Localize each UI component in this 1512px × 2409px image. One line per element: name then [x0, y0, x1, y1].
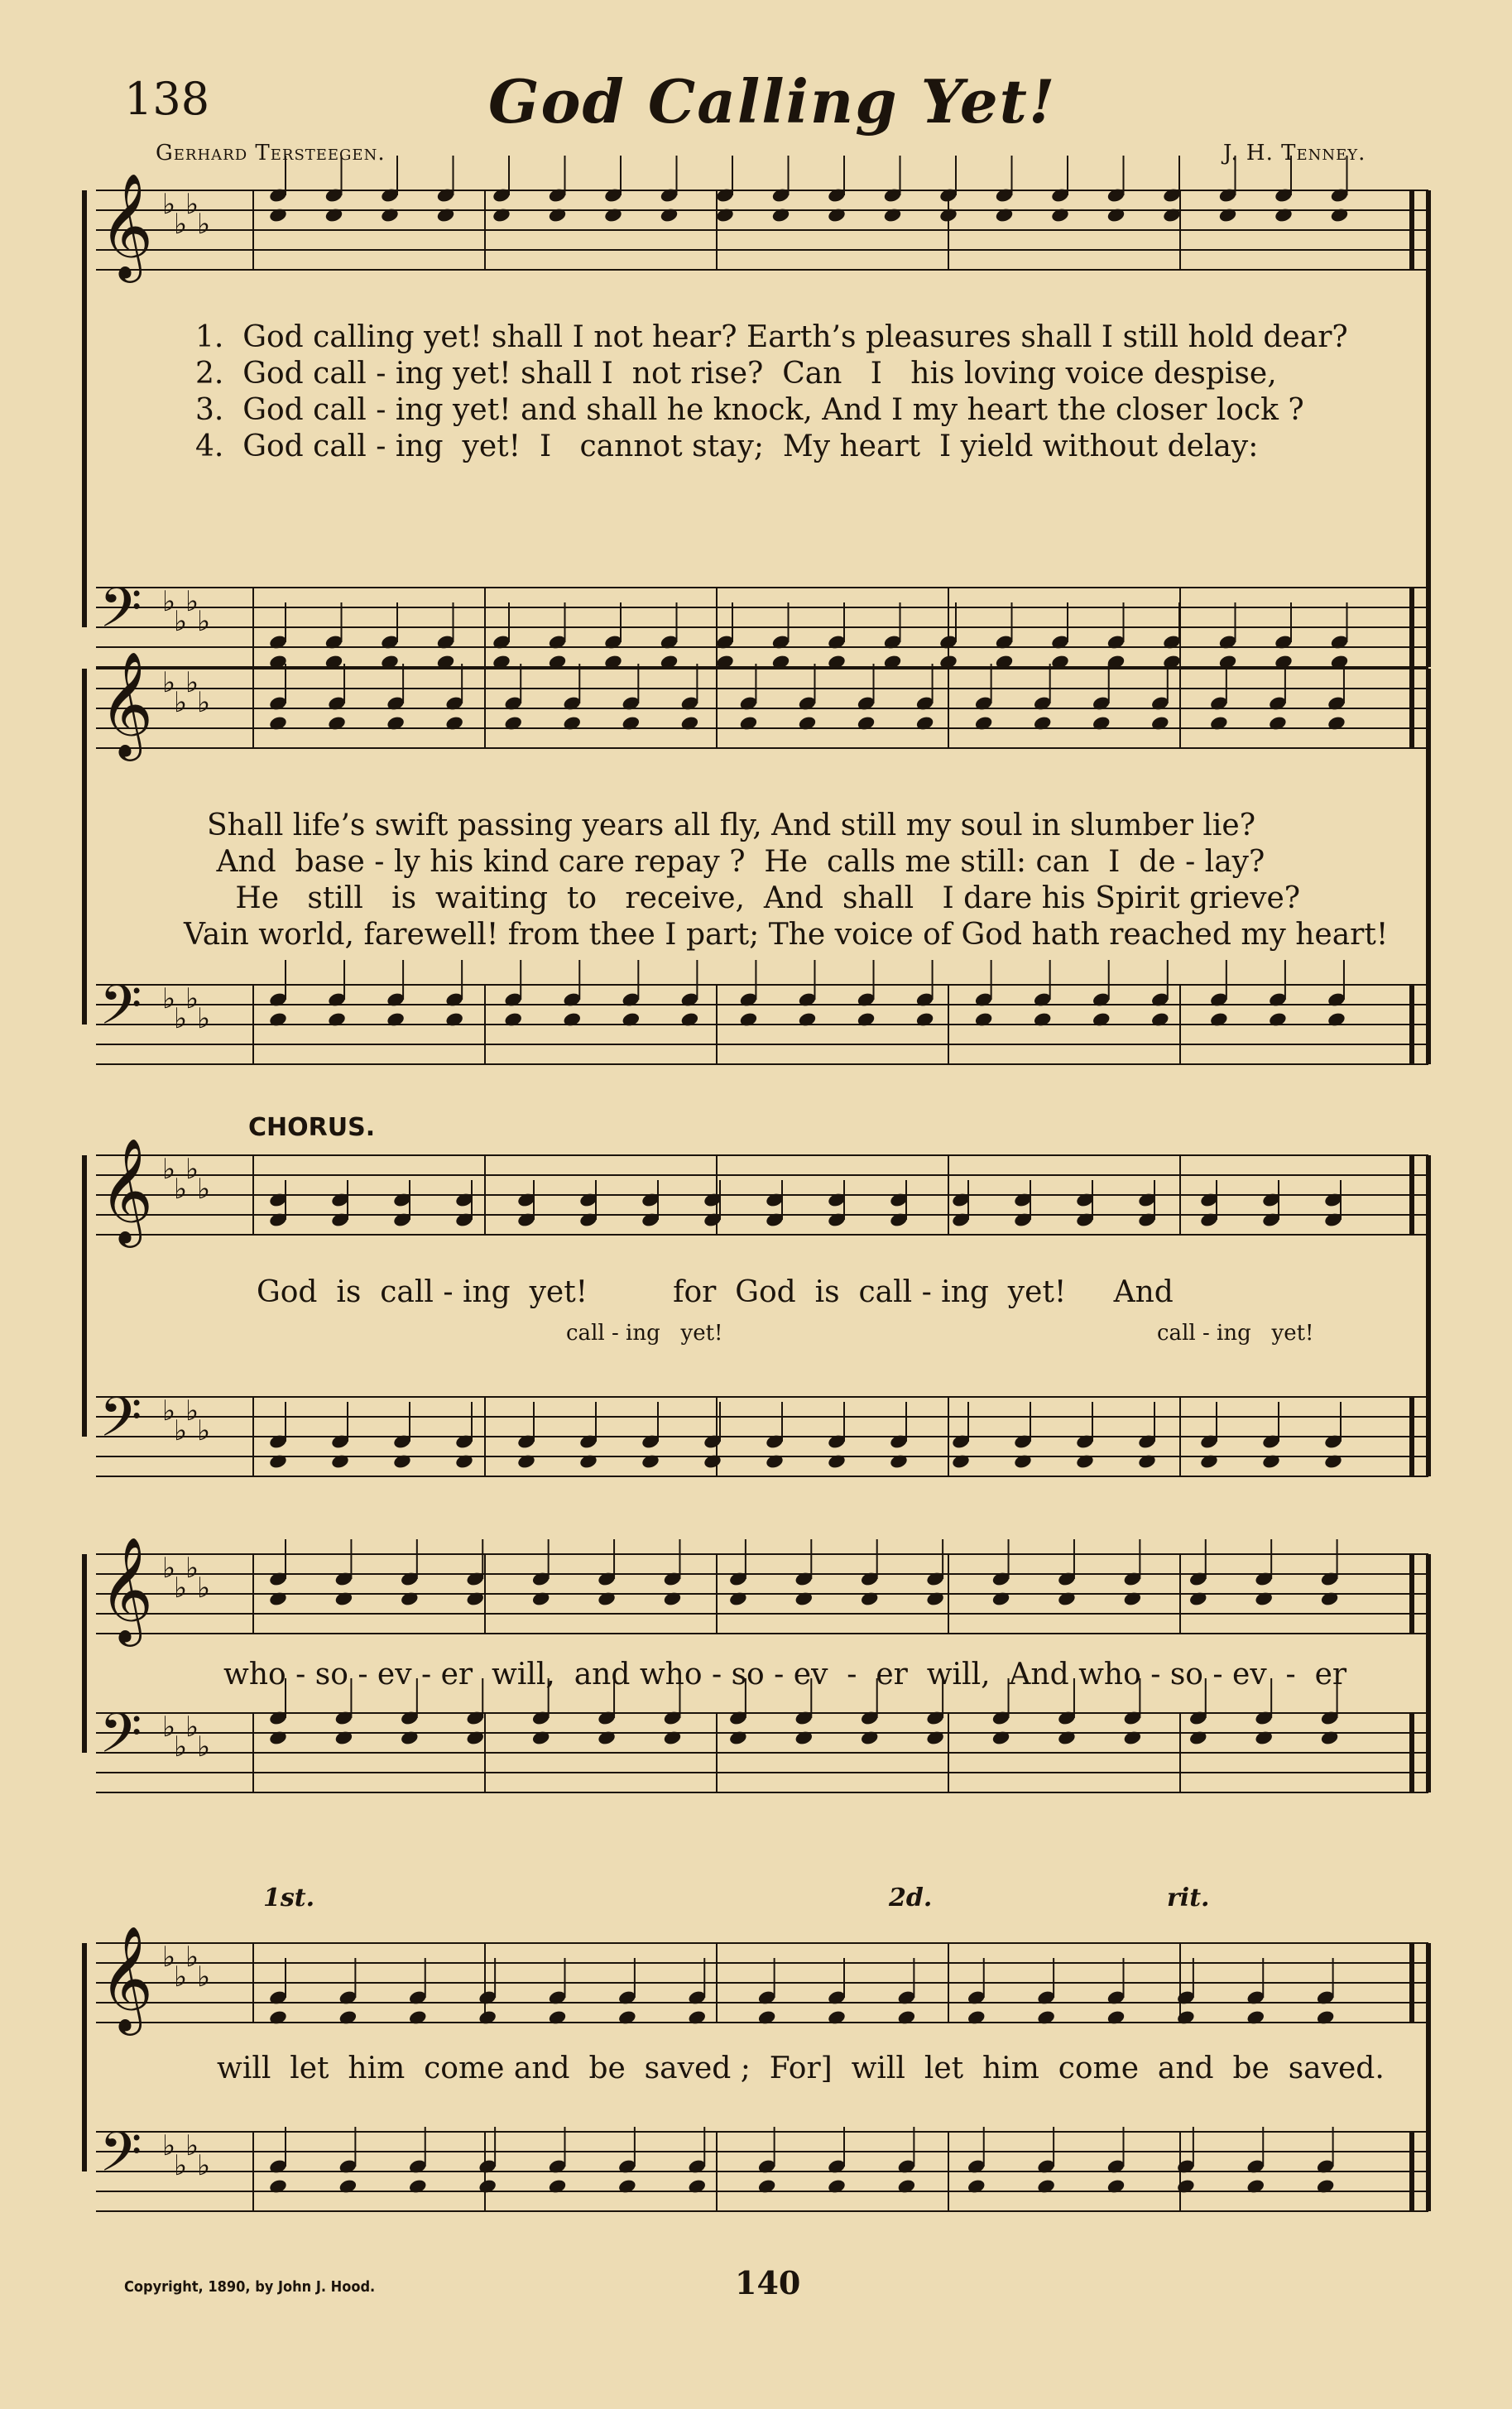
- flat-sign-icon: ♭: [197, 1414, 211, 1447]
- hymn-number: 138: [124, 73, 210, 125]
- stanza-line-3a: 3. God call - ing yet! and shall he knock, And I my heart the closer lock ?: [195, 393, 1304, 427]
- flat-sign-icon: ♭: [185, 1941, 199, 1974]
- flat-sign-icon: ♭: [197, 605, 211, 638]
- flat-sign-icon: ♭: [185, 1552, 199, 1585]
- flat-sign-icon: ♭: [162, 666, 176, 699]
- flat-sign-icon: ♭: [185, 1394, 199, 1428]
- flat-sign-icon: ♭: [162, 1711, 176, 1744]
- flat-sign-icon: ♭: [174, 2149, 188, 2182]
- flat-sign-icon: ♭: [197, 1730, 211, 1764]
- flat-sign-icon: ♭: [162, 1153, 176, 1186]
- treble-clef-icon: 𝄞: [99, 172, 154, 278]
- flat-sign-icon: ♭: [197, 1572, 211, 1605]
- bass-clef-icon: 𝄢: [99, 2120, 142, 2197]
- page-number: 140: [735, 2264, 801, 2301]
- ritardando-mark: rit.: [1167, 1884, 1210, 1912]
- flat-sign-icon: ♭: [162, 1552, 176, 1585]
- treble-clef-icon: 𝄞: [99, 1137, 154, 1243]
- flat-sign-icon: ♭: [185, 666, 199, 699]
- flat-sign-icon: ♭: [197, 1173, 211, 1206]
- chorus-line-1: God is call - ing yet! for God is call - ing yet! And: [257, 1275, 1174, 1309]
- first-ending-label: 1st.: [263, 1884, 315, 1912]
- flat-sign-icon: ♭: [174, 1002, 188, 1035]
- flat-sign-icon: ♭: [174, 208, 188, 241]
- flat-sign-icon: ♭: [162, 2129, 176, 2162]
- bass-clef-icon: 𝄢: [99, 576, 142, 653]
- flat-sign-icon: ♭: [162, 982, 176, 1015]
- treble-clef-icon: 𝄞: [99, 1536, 154, 1642]
- flat-sign-icon: ♭: [197, 1960, 211, 1994]
- stanza-line-1a: 1. God calling yet! shall I not hear? Earth’s pleasures shall I still hold dear?: [195, 320, 1348, 354]
- flat-sign-icon: ♭: [174, 1173, 188, 1206]
- treble-clef-icon: 𝄞: [99, 650, 154, 756]
- flat-sign-icon: ♭: [185, 2129, 199, 2162]
- stanza-line-4b: Vain world, farewell! from thee I part; The voice of God hath reached my heart!: [184, 918, 1389, 952]
- flat-sign-icon: ♭: [197, 2149, 211, 2182]
- chorus-line-2: who - so - ev - er will, and who - so - ev - er will, And who - so - ev - er: [223, 1658, 1347, 1692]
- flat-sign-icon: ♭: [185, 982, 199, 1015]
- composer-credit: J. H. Tenney.: [1223, 141, 1366, 166]
- bass-clef-icon: 𝄢: [99, 1701, 142, 1778]
- chorus-line-3: will let him come and be saved ; For] will let him come and be saved.: [217, 2051, 1385, 2085]
- flat-sign-icon: ♭: [185, 188, 199, 221]
- flat-sign-icon: ♭: [174, 1572, 188, 1605]
- stanza-line-2a: 2. God call - ing yet! shall I not rise? Can I his loving voice despise,: [195, 357, 1277, 391]
- flat-sign-icon: ♭: [174, 686, 188, 719]
- flat-sign-icon: ♭: [197, 208, 211, 241]
- second-ending-label: 2d.: [889, 1884, 933, 1912]
- flat-sign-icon: ♭: [174, 1960, 188, 1994]
- flat-sign-icon: ♭: [174, 605, 188, 638]
- stanza-line-3b: He still is waiting to receive, And shall I dare his Spirit grieve?: [207, 881, 1301, 915]
- flat-sign-icon: ♭: [197, 686, 211, 719]
- flat-sign-icon: ♭: [185, 585, 199, 618]
- bass-clef-icon: 𝄢: [99, 1385, 142, 1462]
- stanza-line-1b: Shall life’s swift passing years all fly, And still my soul in slumber lie?: [207, 809, 1255, 842]
- author-credit: Gerhard Tersteegen.: [156, 141, 386, 166]
- flat-sign-icon: ♭: [185, 1153, 199, 1186]
- chorus-echo-2: call - ing yet!: [1157, 1321, 1314, 1346]
- chorus-echo-1: call - ing yet!: [566, 1321, 723, 1346]
- flat-sign-icon: ♭: [185, 1711, 199, 1744]
- treble-clef-icon: 𝄞: [99, 1925, 154, 2031]
- flat-sign-icon: ♭: [197, 1002, 211, 1035]
- flat-sign-icon: ♭: [162, 585, 176, 618]
- hymn-title: God Calling Yet!: [488, 66, 1057, 137]
- flat-sign-icon: ♭: [174, 1414, 188, 1447]
- flat-sign-icon: ♭: [162, 1941, 176, 1974]
- chorus-label: CHORUS.: [248, 1113, 376, 1142]
- flat-sign-icon: ♭: [174, 1730, 188, 1764]
- stanza-line-2b: And base - ly his kind care repay ? He calls me still: can I de - lay?: [207, 845, 1265, 879]
- stanza-line-4a: 4. God call - ing yet! I cannot stay; My heart I yield without delay:: [195, 429, 1259, 463]
- flat-sign-icon: ♭: [162, 188, 176, 221]
- flat-sign-icon: ♭: [162, 1394, 176, 1428]
- bass-clef-icon: 𝄢: [99, 973, 142, 1050]
- copyright-notice: Copyright, 1890, by John J. Hood.: [124, 2278, 376, 2296]
